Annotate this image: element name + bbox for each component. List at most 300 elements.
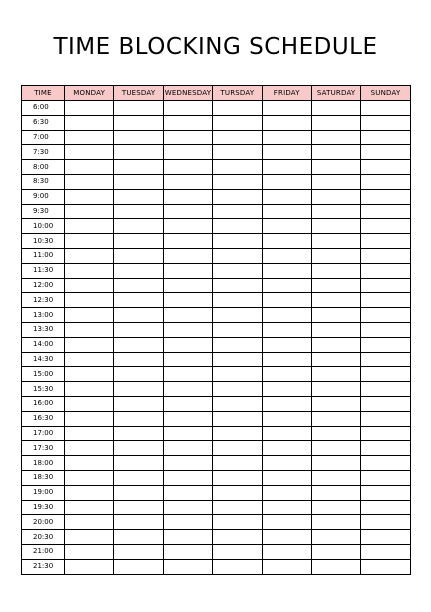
column-header-sunday: SUNDAY [361, 86, 410, 101]
time-cell: 20:00 [22, 515, 65, 530]
column-header-time: TIME [22, 86, 65, 101]
schedule-cell[interactable] [311, 441, 360, 456]
table-row [22, 293, 411, 308]
schedule-cell[interactable] [163, 367, 212, 382]
schedule-cell[interactable] [311, 293, 360, 308]
time-cell: 19:00 [22, 485, 65, 500]
schedule-cell[interactable] [65, 189, 114, 204]
schedule-cell[interactable] [65, 204, 114, 219]
schedule-cell[interactable] [262, 367, 311, 382]
schedule-cell[interactable] [213, 367, 262, 382]
schedule-cell[interactable] [213, 174, 262, 189]
schedule-cell[interactable] [361, 115, 410, 130]
schedule-cell[interactable] [311, 515, 360, 530]
schedule-cell[interactable] [311, 500, 360, 515]
schedule-cell[interactable] [213, 263, 262, 278]
schedule-cell[interactable] [65, 263, 114, 278]
schedule-cell[interactable] [114, 470, 163, 485]
schedule-cell[interactable] [262, 485, 311, 500]
schedule-cell[interactable] [114, 174, 163, 189]
schedule-cell[interactable] [262, 530, 311, 545]
schedule-cell[interactable] [163, 456, 212, 471]
schedule-cell[interactable] [311, 382, 360, 397]
schedule-cell[interactable] [114, 115, 163, 130]
schedule-cell[interactable] [262, 441, 311, 456]
schedule-cell[interactable] [361, 470, 410, 485]
schedule-cell[interactable] [114, 160, 163, 175]
schedule-cell[interactable] [262, 189, 311, 204]
time-cell: 11:00 [22, 248, 65, 263]
schedule-cell[interactable] [213, 500, 262, 515]
table-row [22, 352, 411, 367]
schedule-cell[interactable] [311, 559, 360, 574]
schedule-cell[interactable] [311, 456, 360, 471]
schedule-cell[interactable] [262, 352, 311, 367]
schedule-cell[interactable] [114, 411, 163, 426]
schedule-cell[interactable] [213, 189, 262, 204]
schedule-cell[interactable] [65, 115, 114, 130]
time-cell: 19:30 [22, 500, 65, 515]
schedule-cell[interactable] [163, 322, 212, 337]
schedule-cell[interactable] [262, 559, 311, 574]
table-row [22, 234, 411, 249]
schedule-cell[interactable] [163, 278, 212, 293]
schedule-cell[interactable] [114, 308, 163, 323]
time-cell: 7:00 [22, 130, 65, 145]
schedule-cell[interactable] [311, 278, 360, 293]
schedule-cell[interactable] [65, 396, 114, 411]
schedule-cell[interactable] [114, 337, 163, 352]
schedule-cell[interactable] [311, 485, 360, 500]
time-cell: 14:30 [22, 352, 65, 367]
schedule-cell[interactable] [65, 145, 114, 160]
table-row [22, 337, 411, 352]
time-cell: 14:00 [22, 337, 65, 352]
schedule-cell[interactable] [311, 426, 360, 441]
schedule-cell[interactable] [361, 367, 410, 382]
schedule-cell[interactable] [114, 544, 163, 559]
schedule-cell[interactable] [361, 189, 410, 204]
time-cell: 18:30 [22, 470, 65, 485]
schedule-cell[interactable] [65, 515, 114, 530]
schedule-cell[interactable] [311, 130, 360, 145]
time-cell: 12:30 [22, 293, 65, 308]
schedule-cell[interactable] [311, 470, 360, 485]
schedule-cell[interactable] [262, 337, 311, 352]
header-row [22, 86, 411, 101]
schedule-cell[interactable] [361, 500, 410, 515]
schedule-cell[interactable] [114, 352, 163, 367]
schedule-cell[interactable] [361, 337, 410, 352]
schedule-cell[interactable] [213, 130, 262, 145]
schedule-cell[interactable] [311, 145, 360, 160]
schedule-cell[interactable] [114, 204, 163, 219]
time-cell: 20:30 [22, 530, 65, 545]
schedule-cell[interactable] [65, 485, 114, 500]
column-header-wednesday: WEDNESDAY [163, 86, 212, 101]
time-cell: 8:30 [22, 174, 65, 189]
schedule-cell[interactable] [114, 130, 163, 145]
table-row [22, 456, 411, 471]
schedule-cell[interactable] [262, 263, 311, 278]
schedule-cell[interactable] [361, 544, 410, 559]
table-row [22, 174, 411, 189]
schedule-cell[interactable] [311, 367, 360, 382]
schedule-cell[interactable] [311, 396, 360, 411]
schedule-cell[interactable] [213, 559, 262, 574]
schedule-cell[interactable] [262, 322, 311, 337]
schedule-cell[interactable] [114, 485, 163, 500]
schedule-cell[interactable] [262, 308, 311, 323]
schedule-cell[interactable] [262, 470, 311, 485]
schedule-cell[interactable] [361, 322, 410, 337]
schedule-cell[interactable] [262, 248, 311, 263]
schedule-cell[interactable] [262, 204, 311, 219]
schedule-cell[interactable] [311, 160, 360, 175]
time-cell: 16:00 [22, 396, 65, 411]
schedule-cell[interactable] [65, 219, 114, 234]
schedule-cell[interactable] [213, 382, 262, 397]
schedule-cell[interactable] [114, 263, 163, 278]
schedule-cell[interactable] [114, 189, 163, 204]
schedule-cell[interactable] [311, 248, 360, 263]
schedule-cell[interactable] [114, 426, 163, 441]
schedule-cell[interactable] [361, 559, 410, 574]
schedule-cell[interactable] [163, 263, 212, 278]
schedule-cell[interactable] [311, 308, 360, 323]
time-cell: 15:30 [22, 382, 65, 397]
time-cell: 6:00 [22, 101, 65, 116]
schedule-cell[interactable] [262, 515, 311, 530]
time-cell: 17:00 [22, 426, 65, 441]
schedule-cell[interactable] [114, 382, 163, 397]
schedule-cell[interactable] [213, 352, 262, 367]
schedule-cell[interactable] [213, 145, 262, 160]
table-row [22, 367, 411, 382]
schedule-cell[interactable] [262, 130, 311, 145]
schedule-cell[interactable] [262, 426, 311, 441]
schedule-cell[interactable] [213, 101, 262, 116]
schedule-cell[interactable] [114, 367, 163, 382]
schedule-cell[interactable] [163, 308, 212, 323]
table-row [22, 485, 411, 500]
schedule-cell[interactable] [262, 293, 311, 308]
schedule-cell[interactable] [213, 456, 262, 471]
schedule-cell[interactable] [311, 544, 360, 559]
schedule-cell[interactable] [213, 293, 262, 308]
schedule-cell[interactable] [262, 411, 311, 426]
schedule-cell[interactable] [213, 441, 262, 456]
schedule-cell[interactable] [361, 278, 410, 293]
schedule-cell[interactable] [163, 145, 212, 160]
table-row [22, 115, 411, 130]
schedule-cell[interactable] [361, 382, 410, 397]
table-row [22, 248, 411, 263]
table-row [22, 515, 411, 530]
schedule-cell[interactable] [163, 293, 212, 308]
schedule-cell[interactable] [262, 101, 311, 116]
schedule-cell[interactable] [213, 396, 262, 411]
schedule-cell[interactable] [163, 559, 212, 574]
schedule-cell[interactable] [311, 234, 360, 249]
table-row [22, 204, 411, 219]
schedule-cell[interactable] [163, 174, 212, 189]
schedule-cell[interactable] [163, 204, 212, 219]
time-cell: 6:30 [22, 115, 65, 130]
table-row [22, 559, 411, 574]
time-cell: 10:30 [22, 234, 65, 249]
schedule-cell[interactable] [114, 559, 163, 574]
schedule-cell[interactable] [163, 337, 212, 352]
schedule-cell[interactable] [361, 219, 410, 234]
schedule-cell[interactable] [213, 248, 262, 263]
schedule-cell[interactable] [213, 411, 262, 426]
column-header-friday: FRIDAY [262, 86, 311, 101]
schedule-cell[interactable] [361, 530, 410, 545]
column-header-monday: MONDAY [65, 86, 114, 101]
schedule-cell[interactable] [361, 411, 410, 426]
schedule-cell[interactable] [114, 530, 163, 545]
table-row [22, 470, 411, 485]
schedule-cell[interactable] [262, 500, 311, 515]
schedule-cell[interactable] [163, 234, 212, 249]
time-cell: 8:00 [22, 160, 65, 175]
schedule-cell[interactable] [361, 145, 410, 160]
schedule-cell[interactable] [361, 352, 410, 367]
time-cell: 15:00 [22, 367, 65, 382]
schedule-cell[interactable] [262, 382, 311, 397]
schedule-cell[interactable] [65, 234, 114, 249]
schedule-cell[interactable] [163, 352, 212, 367]
schedule-cell[interactable] [311, 411, 360, 426]
table-row [22, 145, 411, 160]
time-cell: 18:00 [22, 456, 65, 471]
schedule-cell[interactable] [114, 145, 163, 160]
table-row [22, 263, 411, 278]
table-row [22, 322, 411, 337]
schedule-cell[interactable] [163, 382, 212, 397]
schedule-cell[interactable] [213, 219, 262, 234]
schedule-cell[interactable] [213, 322, 262, 337]
schedule-cell[interactable] [65, 278, 114, 293]
column-header-saturday: SATURDAY [311, 86, 360, 101]
table-row [22, 130, 411, 145]
schedule-cell[interactable] [163, 515, 212, 530]
table-row [22, 308, 411, 323]
schedule-cell[interactable] [361, 441, 410, 456]
schedule-cell[interactable] [213, 544, 262, 559]
schedule-cell[interactable] [163, 470, 212, 485]
schedule-cell[interactable] [311, 115, 360, 130]
schedule-cell[interactable] [262, 396, 311, 411]
time-cell: 21:30 [22, 559, 65, 574]
column-header-tuesday: TUESDAY [114, 86, 163, 101]
schedule-cell[interactable] [114, 396, 163, 411]
schedule-cell[interactable] [311, 219, 360, 234]
schedule-cell[interactable] [213, 515, 262, 530]
schedule-cell[interactable] [65, 411, 114, 426]
table-row [22, 411, 411, 426]
schedule-cell[interactable] [65, 470, 114, 485]
schedule-cell[interactable] [311, 101, 360, 116]
time-cell: 9:00 [22, 189, 65, 204]
table-row [22, 382, 411, 397]
schedule-cell[interactable] [114, 234, 163, 249]
schedule-cell[interactable] [262, 219, 311, 234]
schedule-cell[interactable] [361, 101, 410, 116]
table-row [22, 544, 411, 559]
schedule-cell[interactable] [114, 441, 163, 456]
schedule-cell[interactable] [163, 544, 212, 559]
schedule-cell[interactable] [213, 234, 262, 249]
schedule-cell[interactable] [213, 308, 262, 323]
schedule-cell[interactable] [361, 485, 410, 500]
time-cell: 11:30 [22, 263, 65, 278]
schedule-cell[interactable] [163, 248, 212, 263]
schedule-cell[interactable] [65, 130, 114, 145]
table-row [22, 530, 411, 545]
schedule-cell[interactable] [114, 500, 163, 515]
schedule-cell[interactable] [361, 308, 410, 323]
table-row [22, 219, 411, 234]
schedule-cell[interactable] [65, 559, 114, 574]
schedule-cell[interactable] [163, 189, 212, 204]
schedule-cell[interactable] [262, 544, 311, 559]
schedule-cell[interactable] [163, 396, 212, 411]
schedule-cell[interactable] [311, 352, 360, 367]
schedule-cell[interactable] [65, 382, 114, 397]
schedule-cell[interactable] [65, 544, 114, 559]
time-cell: 13:00 [22, 308, 65, 323]
table-row [22, 426, 411, 441]
schedule-cell[interactable] [213, 115, 262, 130]
schedule-cell[interactable] [163, 115, 212, 130]
schedule-cell[interactable] [213, 485, 262, 500]
schedule-cell[interactable] [311, 337, 360, 352]
schedule-cell[interactable] [262, 145, 311, 160]
schedule-cell[interactable] [65, 367, 114, 382]
table-row [22, 396, 411, 411]
schedule-cell[interactable] [262, 160, 311, 175]
schedule-cell[interactable] [213, 278, 262, 293]
time-cell: 13:30 [22, 322, 65, 337]
schedule-cell[interactable] [213, 470, 262, 485]
schedule-cell[interactable] [163, 441, 212, 456]
schedule-cell[interactable] [163, 160, 212, 175]
schedule-cell[interactable] [114, 515, 163, 530]
table-row [22, 441, 411, 456]
schedule-cell[interactable] [114, 248, 163, 263]
schedule-cell[interactable] [114, 293, 163, 308]
schedule-cell[interactable] [361, 234, 410, 249]
schedule-cell[interactable] [361, 456, 410, 471]
column-header-thursday: TURSDAY [213, 86, 262, 101]
schedule-cell[interactable] [262, 456, 311, 471]
schedule-cell[interactable] [114, 219, 163, 234]
schedule-cell[interactable] [311, 174, 360, 189]
schedule-cell[interactable] [163, 101, 212, 116]
schedule-cell[interactable] [65, 500, 114, 515]
schedule-cell[interactable] [114, 456, 163, 471]
page-title: TIME BLOCKING SCHEDULE [53, 34, 378, 60]
schedule-cell[interactable] [361, 263, 410, 278]
schedule-cell[interactable] [213, 160, 262, 175]
schedule-cell[interactable] [311, 263, 360, 278]
schedule-cell[interactable] [361, 204, 410, 219]
schedule-cell[interactable] [65, 530, 114, 545]
schedule-cell[interactable] [114, 278, 163, 293]
schedule-cell[interactable] [361, 160, 410, 175]
schedule-cell[interactable] [65, 456, 114, 471]
schedule-cell[interactable] [311, 322, 360, 337]
schedule-cell[interactable] [262, 115, 311, 130]
schedule-cell[interactable] [361, 174, 410, 189]
schedule-cell[interactable] [311, 189, 360, 204]
schedule-cell[interactable] [361, 293, 410, 308]
schedule-cell[interactable] [262, 278, 311, 293]
schedule-cell[interactable] [65, 426, 114, 441]
schedule-cell[interactable] [163, 485, 212, 500]
schedule-cell[interactable] [163, 530, 212, 545]
schedule-cell[interactable] [65, 308, 114, 323]
schedule-cell[interactable] [361, 130, 410, 145]
schedule-cell[interactable] [65, 248, 114, 263]
schedule-cell[interactable] [213, 204, 262, 219]
time-cell: 17:30 [22, 441, 65, 456]
schedule-cell[interactable] [163, 130, 212, 145]
schedule-cell[interactable] [311, 530, 360, 545]
schedule-cell[interactable] [65, 352, 114, 367]
schedule-cell[interactable] [361, 248, 410, 263]
schedule-cell[interactable] [163, 219, 212, 234]
schedule-cell[interactable] [114, 101, 163, 116]
time-cell: 10:00 [22, 219, 65, 234]
schedule-cell[interactable] [262, 174, 311, 189]
schedule-cell[interactable] [65, 293, 114, 308]
schedule-cell[interactable] [65, 101, 114, 116]
schedule-cell[interactable] [213, 337, 262, 352]
time-cell: 9:30 [22, 204, 65, 219]
time-cell: 16:30 [22, 411, 65, 426]
schedule-body [22, 101, 411, 575]
time-cell: 7:30 [22, 145, 65, 160]
schedule-cell[interactable] [213, 426, 262, 441]
schedule-cell[interactable] [65, 174, 114, 189]
schedule-cell[interactable] [163, 500, 212, 515]
schedule-cell[interactable] [65, 337, 114, 352]
table-row [22, 500, 411, 515]
schedule-cell[interactable] [163, 411, 212, 426]
schedule-cell[interactable] [213, 530, 262, 545]
table-row [22, 160, 411, 175]
schedule-cell[interactable] [262, 234, 311, 249]
schedule-cell[interactable] [311, 204, 360, 219]
schedule-table [21, 85, 411, 575]
table-row [22, 189, 411, 204]
schedule-cell[interactable] [361, 426, 410, 441]
table-row [22, 101, 411, 116]
time-cell: 12:00 [22, 278, 65, 293]
schedule-cell[interactable] [114, 322, 163, 337]
time-cell: 21:00 [22, 544, 65, 559]
schedule-cell[interactable] [361, 515, 410, 530]
schedule-cell[interactable] [361, 396, 410, 411]
schedule-cell[interactable] [65, 441, 114, 456]
schedule-cell[interactable] [65, 160, 114, 175]
schedule-cell[interactable] [65, 322, 114, 337]
schedule-cell[interactable] [163, 426, 212, 441]
table-row [22, 278, 411, 293]
